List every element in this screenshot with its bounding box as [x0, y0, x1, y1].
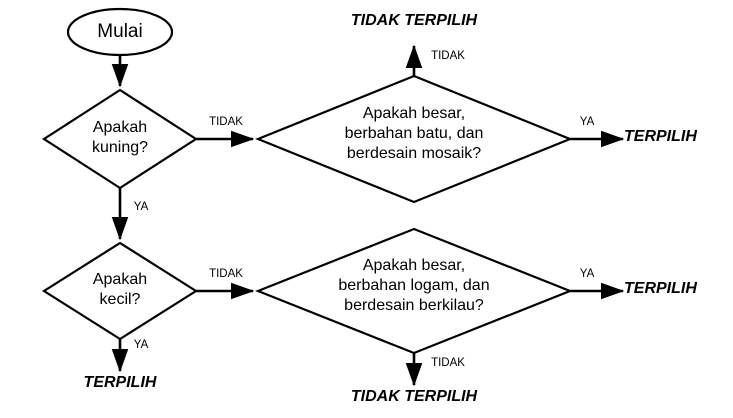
edge-label-logam-ya: YA	[579, 268, 595, 280]
node-apakah-logam-berkilau-shape	[258, 229, 570, 353]
outcome-tidak-terpilih-bottom: TIDAK TERPILIH	[350, 388, 478, 405]
node-start-label: Mulai	[97, 21, 143, 42]
outcome-tidak-terpilih-top: TIDAK TERPILIH	[350, 12, 478, 29]
node-apakah-batu-mosaik-shape	[258, 76, 570, 202]
edge-label-kecil-tidak: TIDAK	[209, 268, 243, 280]
edge-label-logam-tidak: TIDAK	[431, 357, 465, 369]
node-apakah-kuning-shape	[44, 90, 196, 188]
node-apakah-batu-mosaik-label: Apakah besar, berbahan batu, dan berdesain mosaik?	[344, 105, 484, 162]
node-apakah-kuning-label: Apakah kuning?	[91, 119, 149, 156]
edge-label-kecil-ya: YA	[133, 339, 149, 351]
edge-label-batu-ya: YA	[579, 116, 595, 128]
outcome-terpilih-right-top: TERPILIH	[624, 128, 697, 145]
outcome-terpilih-bottom-left: TERPILIH	[83, 374, 157, 391]
edge-label-batu-tidak: TIDAK	[431, 50, 465, 62]
outcome-terpilih-right-bottom: TERPILIH	[624, 280, 697, 297]
node-apakah-kecil-shape	[44, 243, 196, 339]
node-apakah-logam-berkilau-label: Apakah besar, berbahan logam, dan berdesain berkilau?	[338, 257, 490, 314]
node-apakah-kecil-label: Apakah kecil?	[92, 271, 148, 308]
edge-label-kuning-tidak: TIDAK	[209, 116, 243, 128]
edge-label-kuning-ya: YA	[133, 201, 149, 213]
node-start-shape	[68, 9, 172, 55]
